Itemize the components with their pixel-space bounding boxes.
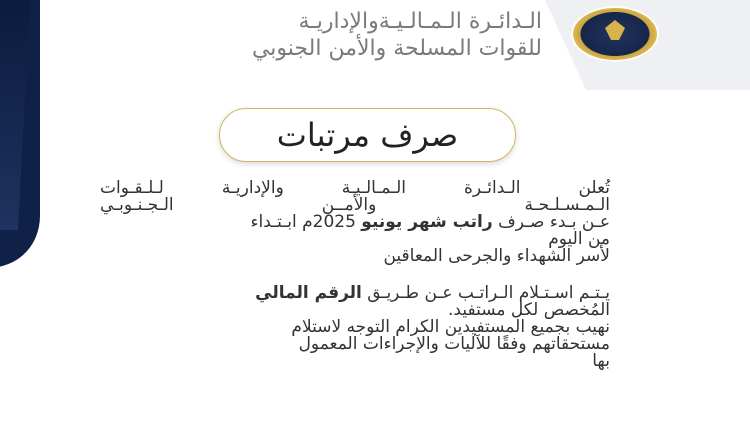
body-line: بها [592,351,610,371]
eagle-icon [605,20,625,40]
highlight-text: الرقم المالي [255,283,362,303]
body-line: لأسر الشهداء والجرحى المعاقين [383,246,610,266]
organization-name [142,8,542,62]
body-text-segment: 2025م ابـتـداء [250,212,356,232]
emblem-icon [571,6,659,62]
announcement-title: صرف مرتبات [219,108,516,162]
body-text-segment: يـتـم اسـتـلام الـراتـب عـن طـريـق [367,283,610,303]
announcement-body [100,180,610,370]
organization-name-line1: الـدائـرة الـمـالـيـةوالإداريـة [298,9,542,34]
body-line: المُخصص لكل مستفيد. [448,300,610,320]
organization-name-line2: للقوات المسلحة والأمن الجنوبي [251,36,542,61]
body-line [100,214,610,231]
body-line: من اليوم [548,229,610,249]
body-line: مستحقاتهم وفقًا للآليات والإجراءات المعمول [298,334,610,354]
highlight-text: راتب شهر يونيو [361,212,493,232]
body-line: تُعلن الـدائـرة الـمـالـيـة والإداريـة لـلـقـوات [100,178,610,198]
body-text-segment: عـن بـدء صـرف [498,212,610,232]
body-line: الـمـسـلـحـة والأمــن الـجـنـوبـي [100,195,610,215]
body-line: نهيب بجميع المستفيدين الكرام التوجه لاستلام [291,317,610,337]
